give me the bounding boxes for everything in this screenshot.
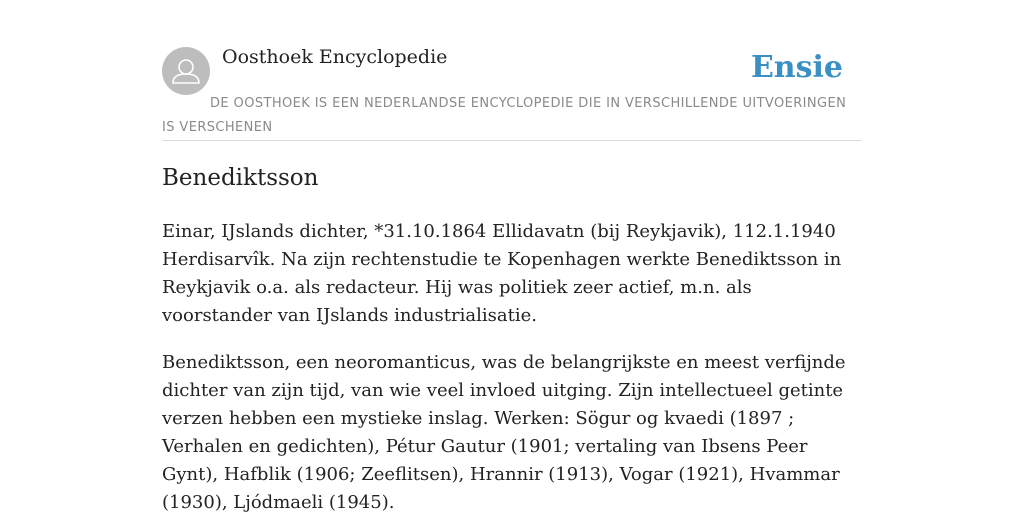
article-paragraph-1: Einar, IJslands dichter, *31.10.1864 Ellidavatn (bij Reykjavik), 112.1.1940 Herdisarvîk. Na zijn rechtenstudie te Kopenhagen werkte Benediktsson in Reykjavik o.a. als redacteur. Hij was politiek zeer actief, m.n. als voorstander van IJslands industrialisatie.: [162, 221, 842, 326]
user-avatar-icon[interactable]: [162, 47, 210, 95]
brand-logo[interactable]: Ensie: [750, 50, 843, 85]
site-tagline: DE OOSTHOEK IS EEN NEDERLANDSE ENCYCLOPEDIE DIE IN VERSCHILLENDE UITVOERINGEN IS VERSCHENEN: [162, 96, 847, 135]
article-title: Benediktsson: [162, 165, 319, 191]
article-paragraph-2: Benediktsson, een neoromanticus, was de belangrijkste en meest verfijnde dichter van zijn tijd, van wie veel invloed uitging. Zijn intellectueel getinte verzen hebben een mystieke inslag. Werken: Sögur og kvaedi (1897 ; Verhalen en gedichten), Pétur Gautur (1901; vertaling van Ibsens Peer Gynt), Hafblik (1906; Zeeflitsen), Hrannir (1913), Vogar (1921), Hvammar (1930), Ljódmaeli (1945).: [162, 352, 846, 512]
site-title[interactable]: Oosthoek Encyclopedie: [222, 46, 448, 68]
site-header: [162, 44, 862, 141]
article: [162, 162, 862, 512]
